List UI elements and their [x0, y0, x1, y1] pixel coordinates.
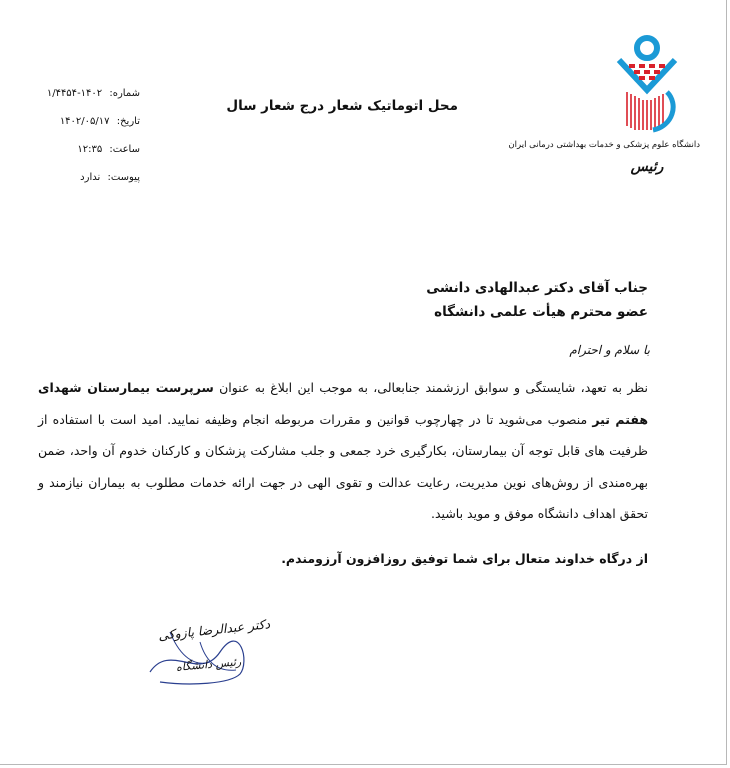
university-logo-block — [508, 34, 700, 175]
letter-body — [38, 372, 648, 530]
number-value: ۱۴۰۲-۱/۴۴۵۴ — [46, 88, 103, 99]
time-label: ساعت: — [109, 144, 140, 155]
signatory-name: دکتر عبدالرضا پازوکی — [157, 616, 271, 643]
body-part-1: نظر به تعهد، شایستگی و سوابق ارزشمند جنابعالی، به موجب این ابلاغ به عنوان — [219, 380, 648, 395]
date-value: ۱۴۰۲/۰۵/۱۷ — [59, 116, 110, 127]
letter-attachment — [30, 164, 140, 192]
body-part-2: منصوب می‌شوید تا در چهارچوب قوانین و مقررات مربوطه انجام وظیفه نمایید. امید است با استفاده از ظرفیت های قابل توجه آن بیمارستان، بکارگیری خرد جمعی و جلب مشارکت پزشکان و کارکنان خدوم آن واحد، ضمن بهره‌مندی از روش‌های نوین مدیریت، رعایت عدالت و تقوی الهی در جهت ارائه خدمات مطلوب به بیماران نیازمند و تحقق اهداف دانشگاه موفق و موید باشید. — [38, 411, 648, 521]
closing-line: از درگاه خداوند متعال برای شما توفیق روزافزون آرزومندم. — [281, 551, 648, 566]
recipient-position: عضو محترم هیأت علمی دانشگاه — [434, 304, 648, 320]
letter-number — [30, 80, 140, 108]
time-value: ۱۲:۳۵ — [77, 144, 103, 155]
signatory-title: رئیس دانشگاه — [175, 655, 242, 674]
body-appointment-title: سرپرست بیمارستان شهدای هفتم تیر — [38, 380, 648, 427]
university-logo-icon — [615, 34, 679, 134]
attachment-label: پیوست: — [107, 172, 140, 183]
recipient-name: جناب آقای دکتر عبدالهادی دانشی — [426, 280, 648, 296]
president-label: رئیس — [630, 159, 664, 175]
letter-date — [30, 108, 140, 136]
attachment-value: ندارد — [80, 172, 101, 183]
greeting: با سلام و احترام — [569, 343, 650, 357]
university-name: دانشگاه علوم پزشکی و خدمات بهداشتی درمانی ایران — [508, 140, 700, 150]
number-label: شماره: — [109, 88, 140, 99]
letter-time — [30, 136, 140, 164]
recipient — [426, 276, 648, 324]
letter-meta — [30, 80, 140, 192]
date-label: تاریخ: — [116, 116, 140, 127]
year-slogan: محل اتوماتیک شعار درج شعار سال — [226, 98, 458, 114]
body-paragraph — [38, 372, 648, 530]
